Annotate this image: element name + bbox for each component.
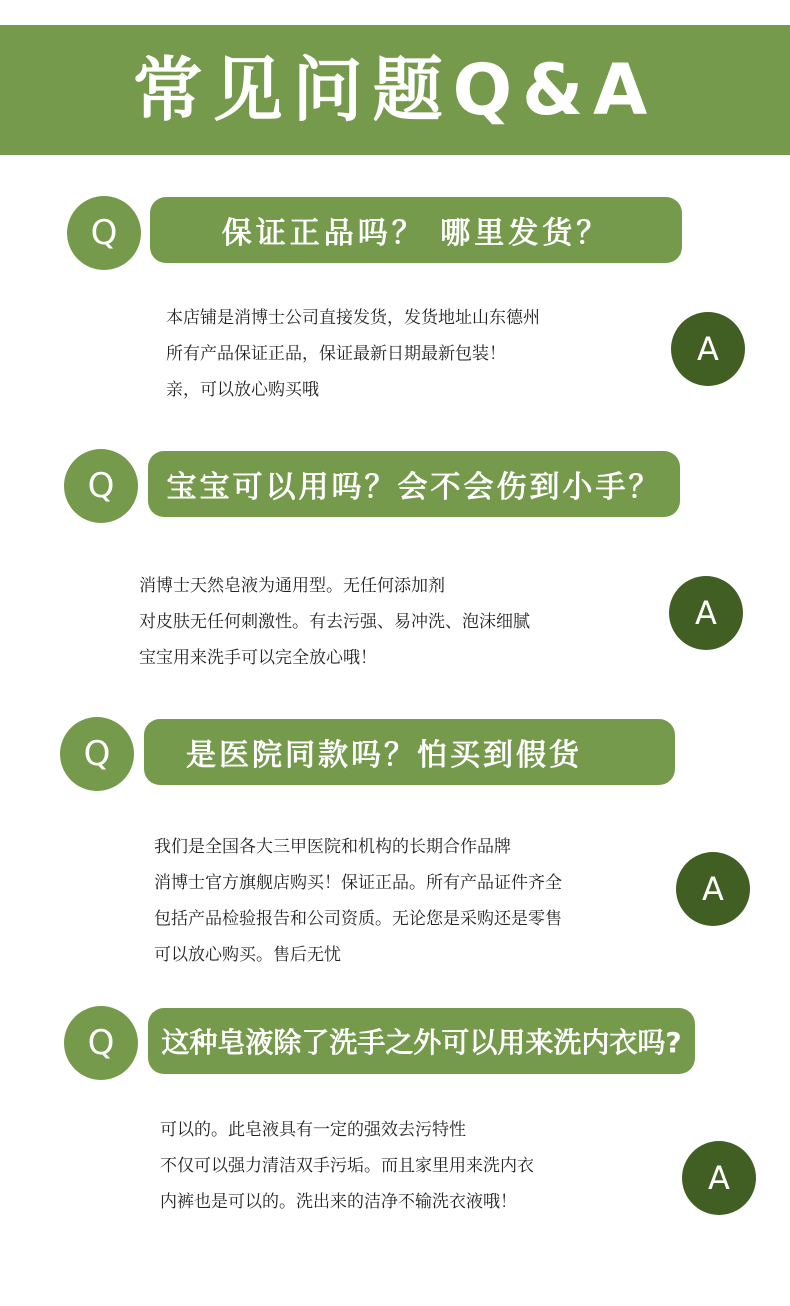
question-3: 是医院同款吗？怕买到假货	[144, 719, 675, 785]
answer-1-line-1: 本店铺是消博士公司直接发货，发货地址山东德州	[166, 308, 540, 328]
header-banner	[0, 25, 790, 155]
answer-1-line-2: 所有产品保证正品，保证最新日期最新包装！	[166, 344, 506, 364]
answer-marker-1: A	[671, 312, 745, 386]
answer-2-line-1: 消博士天然皂液为通用型。无任何添加剂	[139, 576, 445, 596]
page-title: 常见问题Q&A	[132, 49, 658, 131]
answer-4	[160, 1112, 534, 1220]
answer-marker-2: A	[669, 576, 743, 650]
answer-marker-3: A	[676, 852, 750, 926]
question-marker-2: Q	[64, 449, 138, 523]
answer-4-line-1: 可以的。此皂液具有一定的强效去污特性	[160, 1120, 466, 1140]
answer-1	[166, 300, 540, 408]
question-marker-1: Q	[67, 196, 141, 270]
answer-2-line-2: 对皮肤无任何刺激性。有去污强、易冲洗、泡沫细腻	[139, 612, 530, 632]
answer-3-line-3: 包括产品检验报告和公司资质。无论您是采购还是零售	[154, 909, 562, 929]
answer-3-line-2: 消博士官方旗舰店购买！保证正品。所有产品证件齐全	[154, 873, 562, 893]
answer-3-line-1: 我们是全国各大三甲医院和机构的长期合作品牌	[154, 837, 511, 857]
answer-marker-4: A	[682, 1141, 756, 1215]
question-4: 这种皂液除了洗手之外可以用来洗内衣吗?	[148, 1008, 695, 1074]
answer-3-line-4: 可以放心购买。售后无忧	[154, 945, 341, 965]
answer-2-line-3: 宝宝用来洗手可以完全放心哦！	[139, 648, 377, 668]
answer-1-line-3: 亲，可以放心购买哦	[166, 380, 319, 400]
answer-4-line-3: 内裤也是可以的。洗出来的洁净不输洗衣液哦！	[160, 1192, 517, 1212]
question-2: 宝宝可以用吗？会不会伤到小手？	[148, 451, 680, 517]
answer-3	[154, 829, 562, 973]
question-marker-3: Q	[60, 717, 134, 791]
answer-2	[139, 568, 530, 676]
question-marker-4: Q	[64, 1006, 138, 1080]
question-1: 保证正品吗？ 哪里发货？	[150, 197, 682, 263]
answer-4-line-2: 不仅可以强力清洁双手污垢。而且家里用来洗内衣	[160, 1156, 534, 1176]
